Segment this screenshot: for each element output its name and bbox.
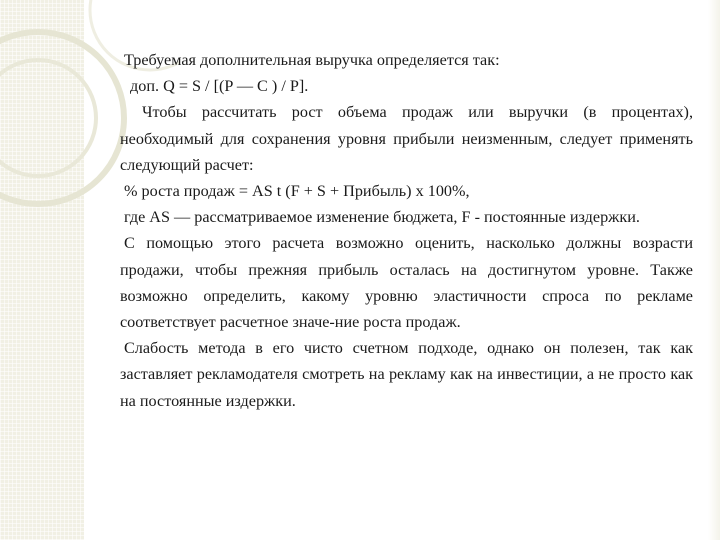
body-text xyxy=(120,47,693,414)
inner-ring xyxy=(0,60,96,176)
right-edge-shadow xyxy=(708,0,720,540)
paragraph-estimate: С помощью этого расчета возможно оценить, насколько должны возрасти продажи, чтобы прежняя прибыль осталась на достигнутом уровне. Также возможно определить, какому уровню эластичности спроса по рекламе соответствует расчетное значе-ние роста продаж. xyxy=(120,234,693,332)
formula-text: % роста продаж = AS t (F + S + Прибыль) х 100%, xyxy=(124,182,470,201)
intro-line: Требуемая дополнительная выручка определяется так: xyxy=(124,51,500,69)
formula-sales-growth xyxy=(120,178,693,204)
paragraph-where: где AS — рассматриваемое изменение бюджета, F - постоянные издержки. xyxy=(124,208,640,227)
paragraph-weakness: Слабость метода в его чисто счетном подходе, однако он полезен, так как заставляет рекламодателя смотреть на рекламу как на инвестиции, а не просто как на постоянные издержки. xyxy=(120,339,693,410)
formula-revenue: доп. Q = S / [(P — C ) / P]. xyxy=(130,77,309,96)
outer-ring xyxy=(0,32,124,204)
paragraph-calc: Чтобы рассчитать рост объема продаж или выручки (в процентах), необходимый для сохранения уровня прибыли неизменным, следует применять следующий расчет: xyxy=(120,103,693,174)
